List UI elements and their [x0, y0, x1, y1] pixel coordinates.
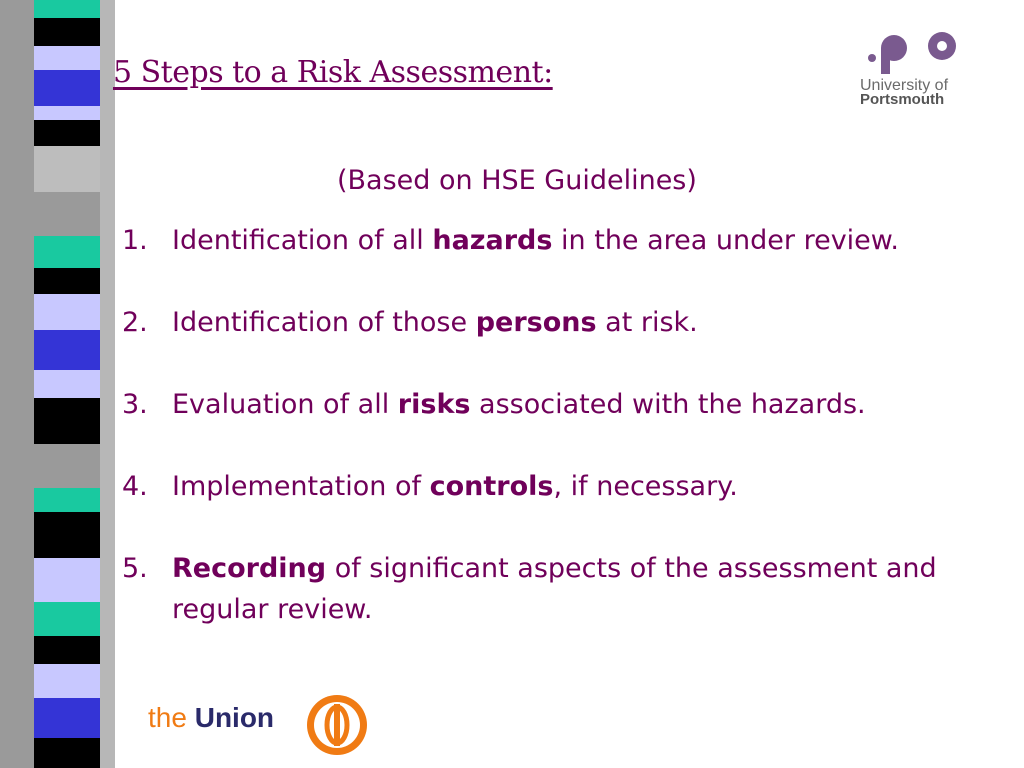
union-logo-text: [148, 702, 274, 734]
decorative-strip-segment: [34, 698, 100, 738]
union-logo-mark: [303, 692, 371, 758]
step-text-after: at risk.: [596, 307, 698, 338]
step-number: 4.: [122, 471, 148, 502]
decorative-strip-segment: [34, 70, 100, 106]
step-text-after: of significant aspects of the assessment and regular review.: [172, 553, 937, 625]
step-item: [122, 302, 1002, 343]
step-number: 5.: [122, 553, 148, 584]
decorative-strip-shade: [0, 0, 34, 768]
step-item: [122, 466, 1002, 507]
union-logo-word2: Union: [194, 702, 275, 733]
step-keyword: risks: [397, 389, 471, 420]
step-keyword: Recording: [172, 553, 327, 584]
step-item: [122, 220, 1002, 261]
decorative-strip-segment: [34, 602, 100, 636]
decorative-strip-segment: [34, 18, 100, 46]
decorative-strip-segment: [34, 120, 100, 146]
step-keyword: controls: [429, 471, 554, 502]
decorative-strip-segment: [34, 46, 100, 70]
step-text-before: Identification of those: [172, 307, 476, 338]
decorative-strip-segment: [34, 236, 100, 268]
steps-list: [122, 220, 1002, 671]
decorative-strip-segment: [34, 488, 100, 512]
union-logo-word1: the: [148, 702, 187, 733]
step-item: [122, 548, 1002, 630]
step-text-before: Implementation of: [172, 471, 430, 502]
step-text-after: in the area under review.: [552, 225, 899, 256]
decorative-strip-segment: [34, 664, 100, 698]
slide-title: 5 Steps to a Risk Assessment:: [113, 55, 553, 90]
step-keyword: persons: [475, 307, 597, 338]
decorative-strip-segment: [34, 330, 100, 370]
step-keyword: hazards: [432, 225, 553, 256]
step-text-after: , if necessary.: [553, 471, 738, 502]
union-logo: [148, 690, 378, 760]
decorative-strip-segment: [34, 444, 100, 488]
decorative-strip-segment: [34, 398, 100, 444]
decorative-strip-segment: [34, 146, 100, 192]
step-number: 3.: [122, 389, 148, 420]
step-text-before: Identification of all: [172, 225, 433, 256]
decorative-strip-segment: [34, 370, 100, 398]
university-logo-line1: University of: [860, 77, 949, 94]
decorative-strip-segment: [34, 558, 100, 602]
decorative-strip-segment: [34, 294, 100, 330]
decorative-strip-segment: [34, 636, 100, 664]
slide-subtitle: (Based on HSE Guidelines): [337, 165, 697, 196]
university-logo-line2: Portsmouth: [860, 91, 945, 108]
step-text-before: Evaluation of all: [172, 389, 398, 420]
decorative-strip-segment: [34, 0, 100, 18]
university-logo-mark: [858, 30, 988, 110]
step-number: 1.: [122, 225, 148, 256]
decorative-strip-segment: [34, 106, 100, 120]
decorative-strip-segment: [34, 738, 100, 768]
step-text-after: associated with the hazards.: [470, 389, 866, 420]
university-logo: [858, 30, 988, 110]
decorative-strip-segment: [34, 268, 100, 294]
decorative-strip-segment: [34, 192, 100, 236]
step-number: 2.: [122, 307, 148, 338]
decorative-color-bars: [34, 0, 100, 768]
decorative-strip-segment: [34, 512, 100, 558]
step-item: [122, 384, 1002, 425]
